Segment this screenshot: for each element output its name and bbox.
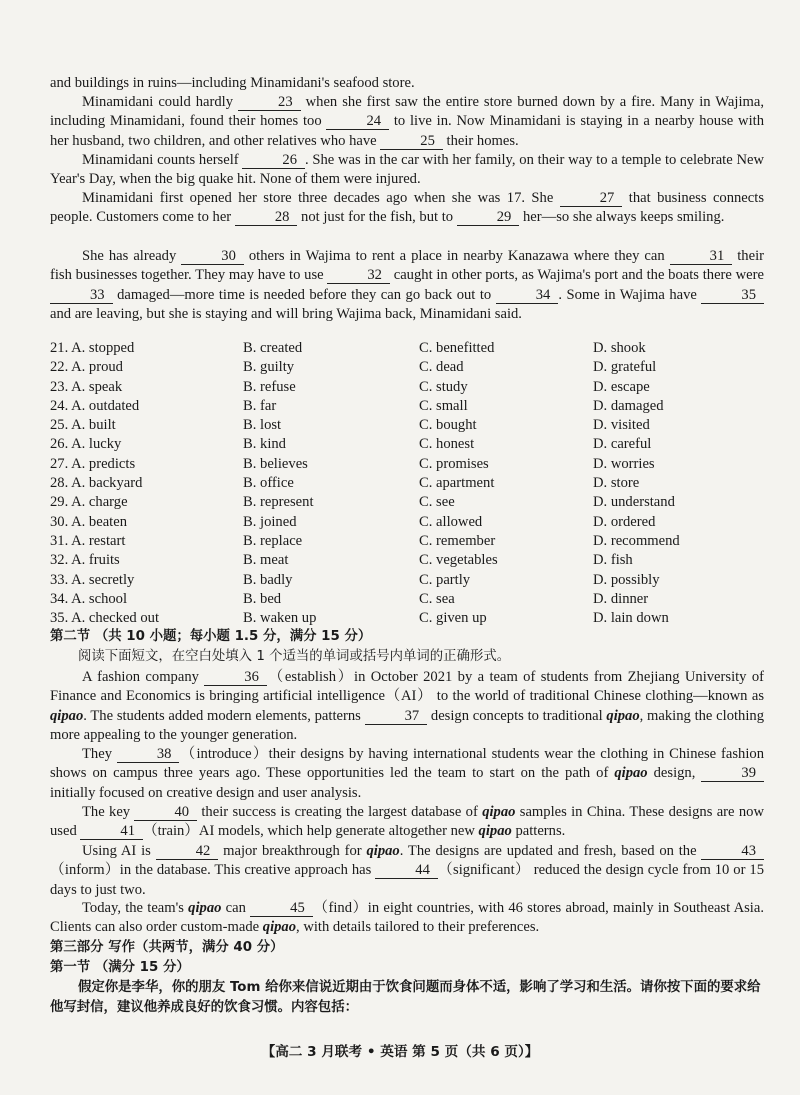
option-row-29: 29. A. charge B. represent C. see D. understand (50, 494, 675, 511)
section2-paragraph-3: The key 40 their success is creating the largest database of qipao samples in China. These designs are now used 41 （train）AI models, which help generate altogether new qipao patterns. (50, 804, 764, 840)
blank-25[interactable]: 25 (380, 134, 443, 150)
blank-24[interactable]: 24 (326, 114, 389, 130)
section2-paragraph-1: A fashion company 36 （establish）in October 2021 by a team of students from Zhejiang University of Finance and Economics is bringing artificial intelligence（AI） to the world of traditional Chinese clothing—known as qipao. The students added modern elements, patterns 37 design concepts to traditional qipao, making the clothing more appealing to the younger generation. (50, 669, 764, 744)
passage-paragraph-3: Minamidani first opened her store three decades ago when she was 17. She 27 that business connects people. Customers come to her 28 not just for the fish, but to 29 her—so she always keeps smiling. (50, 190, 764, 226)
option-row-34: 34. A. school B. bed C. sea D. dinner (50, 590, 649, 607)
option-row-35: 35. A. checked out B. waken up C. given up D. lain down (50, 610, 669, 627)
blank-37[interactable]: 37 (365, 709, 428, 725)
option-row-23: 23. A. speak B. refuse C. study D. escape (50, 378, 650, 395)
blank-35[interactable]: 35 (701, 288, 764, 304)
passage-line-0: and buildings in ruins—including Minamidani's seafood store. (50, 75, 415, 91)
blank-36[interactable]: 36 (204, 670, 267, 686)
option-row-22: 22. A. proud B. guilty C. dead D. grateful (50, 359, 657, 376)
blank-29[interactable]: 29 (457, 210, 520, 226)
part3-subheading: 第一节 （满分 15 分） (50, 960, 190, 975)
blank-27[interactable]: 27 (560, 191, 623, 207)
blank-44[interactable]: 44 (375, 863, 438, 879)
option-row-24: 24. A. outdated B. far C. small D. damaged (50, 397, 664, 414)
part3-heading: 第三部分 写作（共两节，满分 40 分） (50, 940, 284, 955)
blank-28[interactable]: 28 (235, 210, 298, 226)
blank-26[interactable]: 26 (242, 153, 305, 169)
option-row-31: 31. A. restart B. replace C. remember D. recommend (50, 532, 680, 549)
option-row-33: 33. A. secretly B. badly C. partly D. possibly (50, 571, 660, 588)
passage-paragraph-1: Minamidani could hardly 23 when she first saw the entire store burned down by a fire. Many in Wajima, including Minamidani, found their homes too 24 to live in. Now Minamidani is staying in a nearby house with her husband, two children, and other relatives who have 25 their homes. (50, 94, 764, 149)
blank-31[interactable]: 31 (670, 249, 733, 265)
passage-paragraph-4: She has already 30 others in Wajima to rent a place in nearby Kanazawa where they can 31 their fish businesses together. They may have to use 32 caught in other ports, as Wajima's port and the boats there were 33 damaged—more time is needed before they can go back out to 34 . Some in Wajima have 35 and are leaving, but she is staying and will bring Wajima back, Minamidani said. (50, 248, 765, 323)
blank-32[interactable]: 32 (327, 268, 390, 284)
section2-paragraph-4: Using AI is 42 major breakthrough for qipao. The designs are updated and fresh, based on the 43（inform）in the database. This creative approach has 44 （significant） reduced the design cycle from 10 or 15 days to just two. (50, 843, 764, 898)
blank-43[interactable]: 43 (701, 844, 764, 860)
blank-42[interactable]: 42 (156, 844, 219, 860)
option-row-25: 25. A. built B. lost C. bought D. visited (50, 417, 650, 434)
answer-options (50, 339, 764, 628)
blank-45[interactable]: 45 (250, 901, 313, 917)
blank-41[interactable]: 41 (80, 824, 143, 840)
option-row-21: 21. A. stopped B. created C. benefitted D. shook (50, 340, 646, 356)
blank-38[interactable]: 38 (117, 747, 180, 763)
blank-34[interactable]: 34 (496, 288, 559, 304)
passage-paragraph-2: Minamidani counts herself 26 . She was in the car with her family, on their way to a temple to celebrate New Year's Day, when the big quake hit. None of them were injured. (50, 152, 764, 188)
writing-prompt: 假定你是李华，你的朋友 Tom 给你来信说近期由于饮食问题而身体不适，影响了学习和生活。请你按下面的要求给他写封信，建议他养成良好的饮食习惯。内容包括： (50, 980, 761, 1015)
option-row-30: 30. A. beaten B. joined C. allowed D. ordered (50, 513, 656, 530)
section2-heading: 第二节 （共 10 小题；每小题 1.5 分，满分 15 分） (50, 629, 372, 644)
section2-instruction: 阅读下面短文，在空白处填入 1 个适当的单词或括号内单词的正确形式。 (78, 649, 511, 664)
blank-39[interactable]: 39 (701, 766, 764, 782)
option-row-27: 27. A. predicts B. believes C. promises D. worries (50, 455, 655, 472)
blank-30[interactable]: 30 (181, 249, 244, 265)
blank-40[interactable]: 40 (134, 805, 197, 821)
blank-23[interactable]: 23 (238, 95, 301, 111)
page-footer: 【高二 3 月联考 • 英语 第 5 页（共 6 页）】 (261, 1044, 539, 1060)
section2-paragraph-2: They 38 （introduce）their designs by having international students wear the clothing in Chinese fashion shows on campus three years ago. These opportunities led the team to start on the path of qipao design, 39 initially focused on creative design and user analysis. (50, 746, 764, 801)
section2-paragraph-5: Today, the team's qipao can 45 （find）in eight countries, with 46 stores abroad, mainly in Southeast Asia. Clients can also order custom-made qipao, with details tailored to their preferences. (50, 900, 764, 936)
option-row-28: 28. A. backyard B. office C. apartment D. store (50, 475, 640, 492)
option-row-32: 32. A. fruits B. meat C. vegetables D. fish (50, 552, 633, 569)
blank-33[interactable]: 33 (50, 288, 113, 304)
option-row-26: 26. A. lucky B. kind C. honest D. careful (50, 436, 652, 453)
